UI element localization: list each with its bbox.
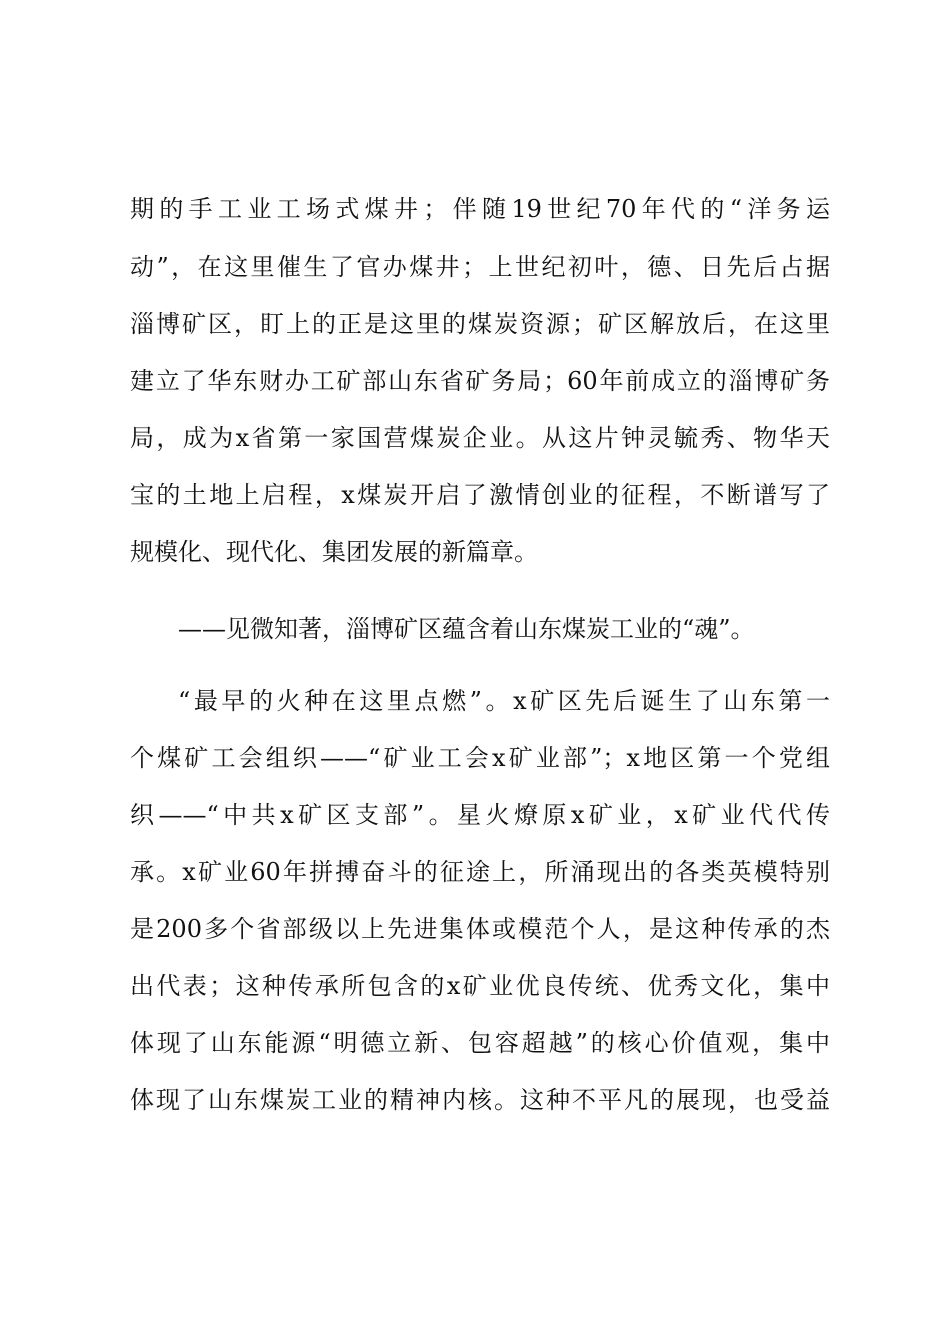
paragraph-2-line-2: 个煤矿工会组织——“矿业工会x矿业部”；x地区第一个党组 [130, 744, 830, 772]
paragraph-1-line-1: 期的手工业工场式煤井；伴随19世纪70年代的“洋务运 [130, 195, 830, 223]
paragraph-2-line-3: 织——“中共x矿区支部”。星火燎原x矿业，x矿业代代传 [130, 801, 830, 829]
paragraph-2-line-5: 是200多个省部级以上先进集体或模范个人，是这种传承的杰 [130, 915, 830, 943]
paragraph-1-line-2: 动”，在这里催生了官办煤井；上世纪初叶，德、日先后占据 [130, 253, 830, 281]
paragraph-1-line-4: 建立了华东财办工矿部山东省矿务局；60年前成立的淄博矿务 [130, 367, 830, 395]
paragraph-2-line-7: 体现了山东能源“明德立新、包容超越”的核心价值观，集中 [130, 1029, 830, 1057]
paragraph-2-line-6: 出代表；这种传承所包含的x矿业优良传统、优秀文化，集中 [130, 972, 830, 1000]
paragraph-2-line-4: 承。x矿业60年拼搏奋斗的征途上，所涌现出的各类英模特别 [130, 858, 830, 886]
paragraph-2-line-8: 体现了山东煤炭工业的精神内核。这种不平凡的展现，也受益 [130, 1086, 830, 1114]
section-heading: ——见微知著，淄博矿区蕴含着山东煤炭工业的“魂”。 [178, 615, 755, 643]
paragraph-1-line-7: 规模化、现代化、集团发展的新篇章。 [130, 538, 538, 566]
paragraph-1-line-3: 淄博矿区，盯上的正是这里的煤炭资源；矿区解放后，在这里 [130, 310, 830, 338]
paragraph-1-line-5: 局，成为x省第一家国营煤炭企业。从这片钟灵毓秀、物华天 [130, 424, 830, 452]
paragraph-2-line-1: “最早的火种在这里点燃”。x矿区先后诞生了山东第一 [178, 687, 830, 715]
paragraph-1-line-6: 宝的土地上启程，x煤炭开启了激情创业的征程，不断谱写了 [130, 481, 830, 509]
